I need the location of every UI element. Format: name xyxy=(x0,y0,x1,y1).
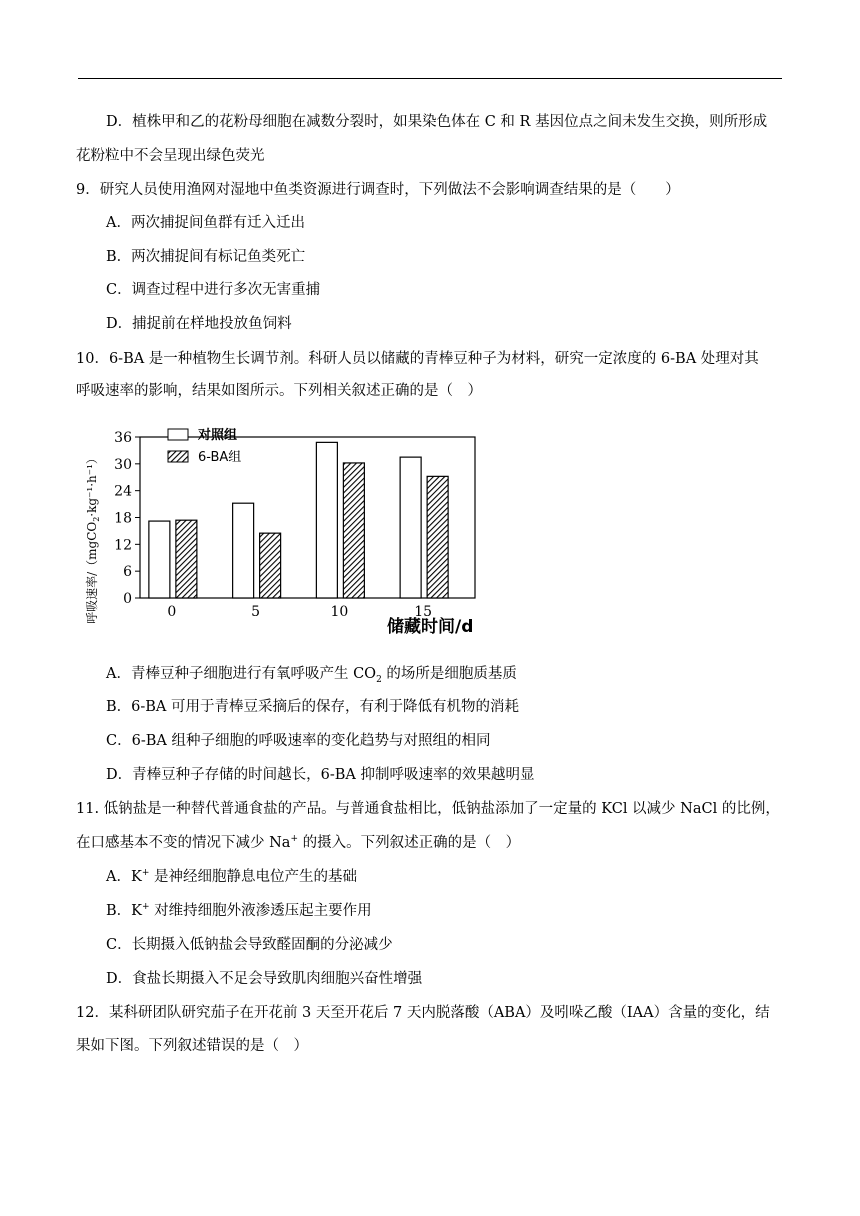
q10-stem-line2: 呼吸速率的影响，结果如图所示。下列相关叙述正确的是（ ） xyxy=(76,383,482,399)
q10-option-a-pre: A．青棒豆种子细胞进行有氧呼吸产生 CO xyxy=(106,666,377,682)
y-ticks xyxy=(114,430,140,607)
q10-option-a-post: 的场所是细胞质基质 xyxy=(381,666,517,682)
legend-swatch-control xyxy=(168,429,188,440)
q11-option-b-pre: B．K xyxy=(106,903,142,919)
y-tick-label: 0 xyxy=(123,591,132,607)
y-axis-label: 呼吸速率/（mgCO$_2$·kg⁻¹·h⁻¹） xyxy=(85,452,101,624)
bar-6ba xyxy=(176,520,197,598)
q10-option-a-sub: 2 xyxy=(376,674,382,685)
bar-6ba xyxy=(260,533,281,598)
q11-stem-line2 xyxy=(76,833,520,853)
y-tick-label: 30 xyxy=(114,456,132,473)
q12-stem-line2: 果如下图。下列叙述错误的是（ ） xyxy=(76,1038,308,1054)
bar-control xyxy=(400,457,421,598)
y-tick-label: 18 xyxy=(114,510,132,527)
x-tick-label: 15 xyxy=(414,604,433,620)
q11-option-b-sup: + xyxy=(142,902,150,913)
y-tick-label: 12 xyxy=(114,537,132,554)
q9-option-c: C．调查过程中进行多次无害重捕 xyxy=(106,282,321,298)
q10-option-a xyxy=(106,664,517,684)
q10-option-b: B．6-BA 可用于青棒豆采摘后的保存，有利于降低有机物的消耗 xyxy=(106,699,520,715)
q11-option-b xyxy=(106,901,372,921)
y-tick-label: 24 xyxy=(114,483,132,500)
bar-6ba xyxy=(343,463,364,598)
respiration-bar-chart xyxy=(82,420,502,642)
q12-stem-line1: 12．某科研团队研究茄子在开花前 3 天至开花后 7 天内脱落酸（ABA）及吲哚乙酸（IAA）含量的变化，结 xyxy=(76,1005,770,1021)
bar-control xyxy=(233,503,254,598)
q9-stem: 9．研究人员使用渔网对湿地中鱼类资源进行调查时，下列做法不会影响调查结果的是（ ） xyxy=(76,182,680,198)
q11-stem-pre: 在口感基本不变的情况下减少 Na xyxy=(76,835,291,851)
q10-option-c: C．6-BA 组种子细胞的呼吸速率的变化趋势与对照组的相同 xyxy=(106,733,491,749)
q11-option-a-pre: A．K xyxy=(106,869,142,885)
bar-control xyxy=(149,521,170,598)
q8-option-d-line1: D．植株甲和乙的花粉母细胞在减数分裂时，如果染色体在 C 和 R 基因位点之间未发生交换，则所形成 xyxy=(106,114,768,130)
bar-6ba xyxy=(427,476,448,598)
legend-swatch-6ba xyxy=(168,451,188,462)
legend-label-control: 对照组 xyxy=(198,428,238,443)
q9-option-b: B．两次捕捉间有标记鱼类死亡 xyxy=(106,249,306,265)
chart-bars xyxy=(149,442,448,598)
q11-option-a-sup: + xyxy=(141,868,150,879)
q10-option-d: D．青棒豆种子存储的时间越长，6-BA 抑制呼吸速率的效果越明显 xyxy=(106,767,535,783)
q11-option-c: C．长期摄入低钠盐会导致醛固酮的分泌减少 xyxy=(106,937,393,953)
x-tick-label: 5 xyxy=(251,604,261,620)
y-tick-label: 6 xyxy=(123,564,132,581)
q11-option-a-post: 是神经细胞静息电位产生的基础 xyxy=(149,869,357,885)
q11-option-b-post: 对维持细胞外液渗透压起主要作用 xyxy=(149,903,372,919)
y-tick-label: 36 xyxy=(114,430,132,446)
x-axis-label: 储藏时间/d xyxy=(387,617,474,637)
legend-label-6ba: 6-BA组 xyxy=(198,450,242,465)
bar-control xyxy=(316,442,337,598)
q9-option-a: A．两次捕捉间鱼群有迁入迁出 xyxy=(106,215,305,231)
header-rule xyxy=(78,78,782,79)
q9-option-d: D．捕捉前在样地投放鱼饲料 xyxy=(106,316,292,332)
q8-option-d-line2: 花粉粒中不会呈现出绿色荧光 xyxy=(76,148,265,164)
q11-stem-post: 的摄入。下列叙述正确的是（ ） xyxy=(298,835,521,851)
x-tick-label: 0 xyxy=(167,604,177,620)
q10-stem-line1: 10．6-BA 是一种植物生长调节剂。科研人员以储藏的青棒豆种子为材料，研究一定浓度的 6-BA 处理对其 xyxy=(76,351,759,367)
q11-stem-sup: + xyxy=(290,834,298,845)
x-tick-label: 10 xyxy=(330,604,349,620)
q11-option-d: D．食盐长期摄入不足会导致肌肉细胞兴奋性增强 xyxy=(106,971,423,987)
q11-option-a xyxy=(106,867,357,887)
q11-stem-line1: 11. 低钠盐是一种替代普通食盐的产品。与普通食盐相比，低钠盐添加了一定量的 KCl 以减少 NaCl 的比例， xyxy=(76,801,780,817)
